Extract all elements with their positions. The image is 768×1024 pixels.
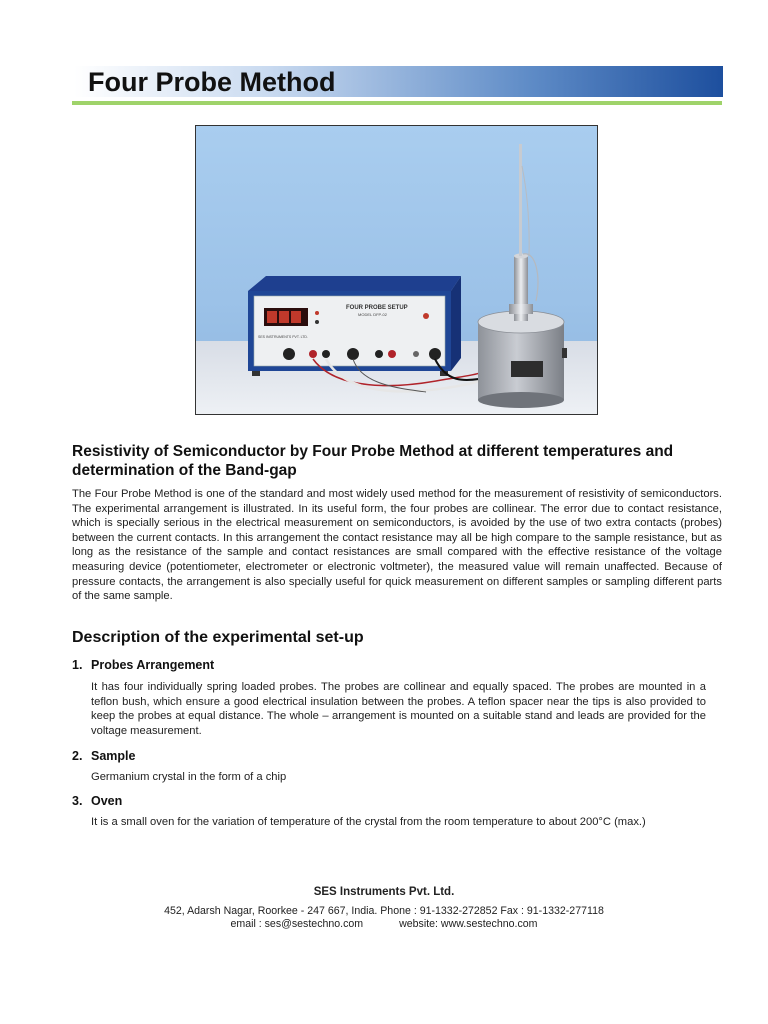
- section-title-resistivity: Resistivity of Semiconductor by Four Probe Method at different temperatures and determination of the Band-gap: [72, 443, 674, 479]
- footer-address: 452, Adarsh Nagar, Roorkee - 247 667, India. Phone : 91-1332-272852 Fax : 91-1332-277118: [164, 905, 604, 917]
- list-item-heading: [72, 658, 214, 672]
- footer-website: website: www.sestechno.com: [399, 918, 538, 930]
- list-item-body: It is a small oven for the variation of temperature of the crystal from the room temperature to about 200°C (max.): [91, 816, 646, 828]
- panel-title-text: FOUR PROBE SETUP: [346, 305, 408, 311]
- panel-subtitle-text: MODEL DFP-02: [358, 312, 387, 317]
- list-item-heading: [72, 749, 135, 763]
- list-item-body: Germanium crystal in the form of a chip: [91, 771, 287, 783]
- page-title: Four Probe Method: [88, 67, 336, 97]
- product-photo: [195, 125, 598, 415]
- list-item-heading: [72, 794, 122, 808]
- list-item-number: 1.: [72, 658, 83, 672]
- list-item-title: Oven: [91, 794, 123, 808]
- footer-company: SES Instruments Pvt. Ltd.: [313, 886, 455, 898]
- four-probe-setup-illustration: [196, 126, 598, 415]
- list-item-title: Probes Arrangement: [91, 658, 215, 672]
- list-item-title: Sample: [91, 749, 136, 763]
- section-title-setup: Description of the experimental set-up: [72, 629, 364, 646]
- list-item-number: 3.: [72, 794, 83, 808]
- brand-label-text: SES INSTRUMENTS PVT. LTD.: [258, 335, 308, 339]
- title-underline: [72, 101, 722, 105]
- footer-email: email : ses@sestechno.com: [230, 918, 364, 930]
- list-item-number: 2.: [72, 749, 83, 763]
- intro-paragraph: The Four Probe Method is one of the standard and most widely used method for the measurement of resistivity of semiconductors. The experimental arrangement is illustrated. In its useful form, the four probes are collinear. The error due to contact resistance, which is specially serious in the electrical measurement on semiconductors, is avoided by the use of two extra contacts (probes) between the current contacts. In this arrangement the contact resistance may all be high compare to the sample resistance, but as long as the resistance of the sample and contact resistances are small compared with the effective resistance of the voltage measuring device (potentiometer, electrometer or electronic voltmeter), the measured value will remain unaffected. Because of pressure contacts, the arrangement is also specially useful for quick measurement on different samples or sampling different parts of the same sample.: [72, 488, 722, 603]
- footer-contact: [0, 918, 768, 930]
- list-item-body: It has four individually spring loaded probes. The probes are collinear and equally spaced. The probes are mounted in a teflon bush, which ensure a good electrical insulation between the probes. A teflon spacer near the tips is also provided to keep the probes at equal distance. The whole – arrangement is mounted on a suitable stand and leads are provided for the voltage measurement.: [91, 681, 706, 737]
